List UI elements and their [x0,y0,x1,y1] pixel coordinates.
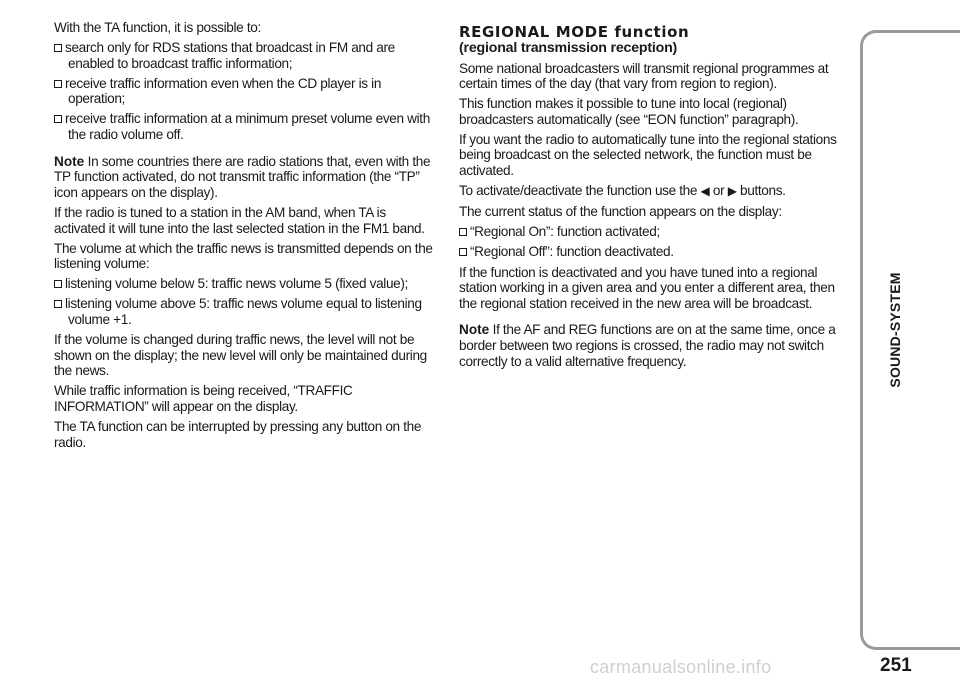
volume-change-paragraph: If the volume is changed during traffic news, the level will not be shown on the display; the new level will only be maintained during the news. [54,332,427,379]
side-tab-label: SOUND-SYSTEM [887,272,903,388]
volume-item: listening volume below 5: traffic news volume 5 (fixed value); [54,276,440,292]
right-arrow-icon: ▶ [727,184,737,199]
deactivated-paragraph: If the function is deactivated and you have tuned into a regional station working in a given area and you enter a different area, then the regional station received in the new area will be broadcast. [459,264,835,311]
checkbox-bullet-icon [54,280,62,288]
left-arrow-icon: ◀ [700,184,710,199]
af-reg-note: Note If the AF and REG functions are on at the same time, once a border between two regions is crossed, the radio may not switch correctly to a valid alternative frequency. [459,322,836,369]
interrupt-paragraph: The TA function can be interrupted by pressing any button on the radio. [54,419,422,450]
checkbox-bullet-icon [54,300,62,308]
right-column [459,24,851,374]
left-column [54,20,440,455]
status-intro: The current status of the function appears on the display: [459,204,782,220]
ta-item: search only for RDS stations that broadcast in FM and are enabled to broadcast traffic information; [54,40,440,71]
tp-note: Note In some countries there are radio stations that, even with the TP function activated, do not transmit traffic information (the “TP” icon appears on the display). [54,153,431,200]
note-label: Note [54,153,85,169]
regional-paragraph-2: This function makes it possible to tune into local (regional) broadcasters automatically (see “EON function” paragraph). [459,96,799,127]
ta-intro: With the TA function, it is possible to: [54,20,261,35]
page-number: 251 [880,655,912,676]
side-tab [860,30,960,650]
regional-paragraph-3: If you want the radio to automatically tune into the regional stations being broadcast on the selected network, the function must be activated. [459,131,837,179]
activate-instruction: To activate/deactivate the function use the ◀ or ▶ buttons. [459,183,786,199]
volume-intro: The volume at which the traffic news is transmitted depends on the listening volume: [54,240,433,272]
checkbox-bullet-icon [54,44,62,52]
watermark: carmanualsonline.info [590,657,772,677]
status-item: “Regional On”: function activated; [459,224,851,240]
checkbox-bullet-icon [459,228,467,236]
traffic-info-paragraph: While traffic information is being received, “TRAFFIC INFORMATION” will appear on the display. [54,383,353,414]
section-subheading: (regional transmission reception) [459,40,678,56]
volume-item: listening volume above 5: traffic news volume equal to listening volume +1. [54,296,440,327]
checkbox-bullet-icon [54,80,62,88]
section-heading: REGIONAL MODE function [459,23,690,41]
note-label: Note [459,322,490,338]
am-band-paragraph: If the radio is tuned to a station in the AM band, when TA is activated it will tune into the last selected station in the FM1 band. [54,204,425,236]
checkbox-bullet-icon [54,115,62,123]
ta-item: receive traffic information even when the CD player is in operation; [54,76,440,107]
status-item: “Regional Off”: function deactivated. [459,244,851,260]
ta-item: receive traffic information at a minimum preset volume even with the radio volume off. [54,111,440,142]
checkbox-bullet-icon [459,248,467,256]
regional-paragraph-1: Some national broadcasters will transmit regional programmes at certain times of the day (that vary from region to region). [459,60,829,92]
